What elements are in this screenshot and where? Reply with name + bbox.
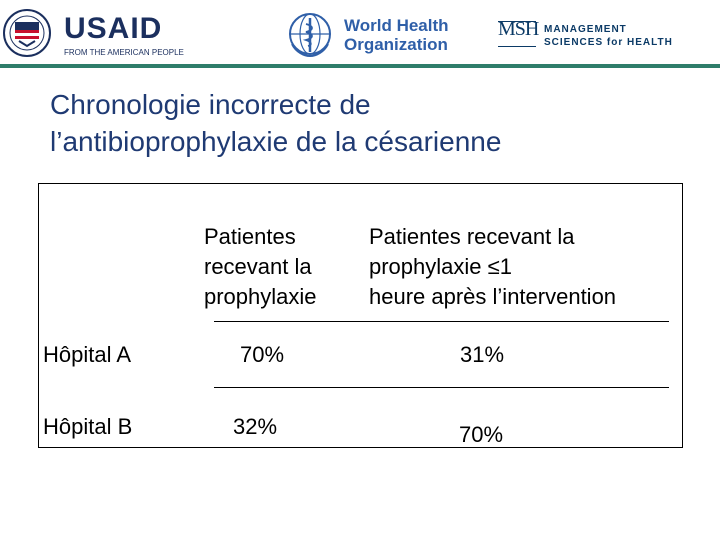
row-separator — [214, 387, 669, 388]
cell-hopital-b-col1: 32% — [233, 414, 278, 439]
column-header-1-line: recevant la — [204, 254, 312, 279]
column-header-2-line: prophylaxie ≤1 — [369, 254, 512, 279]
who-logo — [286, 10, 456, 58]
cell-hopital-a-col1: 70% — [240, 342, 285, 367]
usaid-logo — [2, 8, 192, 58]
header-separator — [214, 321, 669, 322]
who-wordmark — [344, 16, 449, 54]
msh-line-2: SCIENCES for HEALTH — [544, 37, 673, 48]
msh-monogram: MSH — [498, 18, 539, 40]
header-divider — [0, 64, 720, 68]
who-emblem-icon — [286, 10, 334, 58]
data-table — [38, 183, 683, 448]
usaid-seal-icon — [2, 8, 52, 58]
cell-hopital-a-col2: 31% — [460, 342, 505, 367]
column-header-2-line: Patientes recevant la — [369, 224, 575, 249]
column-header-1-line: Patientes — [204, 224, 296, 249]
msh-logo — [498, 12, 698, 56]
slide-title — [50, 86, 700, 160]
msh-line-1: MANAGEMENT — [544, 24, 627, 35]
usaid-tagline: FROM THE AMERICAN PEOPLE — [64, 48, 184, 57]
logo-bar — [0, 0, 720, 64]
msh-wordmark — [544, 23, 673, 49]
column-header-2-line: heure après l’intervention — [369, 284, 617, 309]
cell-hopital-b-col2: 70% — [459, 422, 504, 447]
usaid-wordmark: USAID — [64, 12, 163, 45]
slide-title-line-2: l’antibioprophylaxie de la césarienne — [50, 126, 502, 157]
row-label-hopital-a: Hôpital A — [43, 342, 132, 367]
slide-title-line-1: Chronologie incorrecte de — [50, 89, 371, 120]
column-header-1-line: prophylaxie — [204, 284, 317, 309]
column-header-2 — [369, 222, 616, 312]
who-line-1: World Health — [344, 16, 449, 35]
who-line-2: Organization — [344, 35, 448, 54]
row-label-hopital-b: Hôpital B — [43, 414, 133, 439]
column-header-1 — [204, 222, 317, 312]
